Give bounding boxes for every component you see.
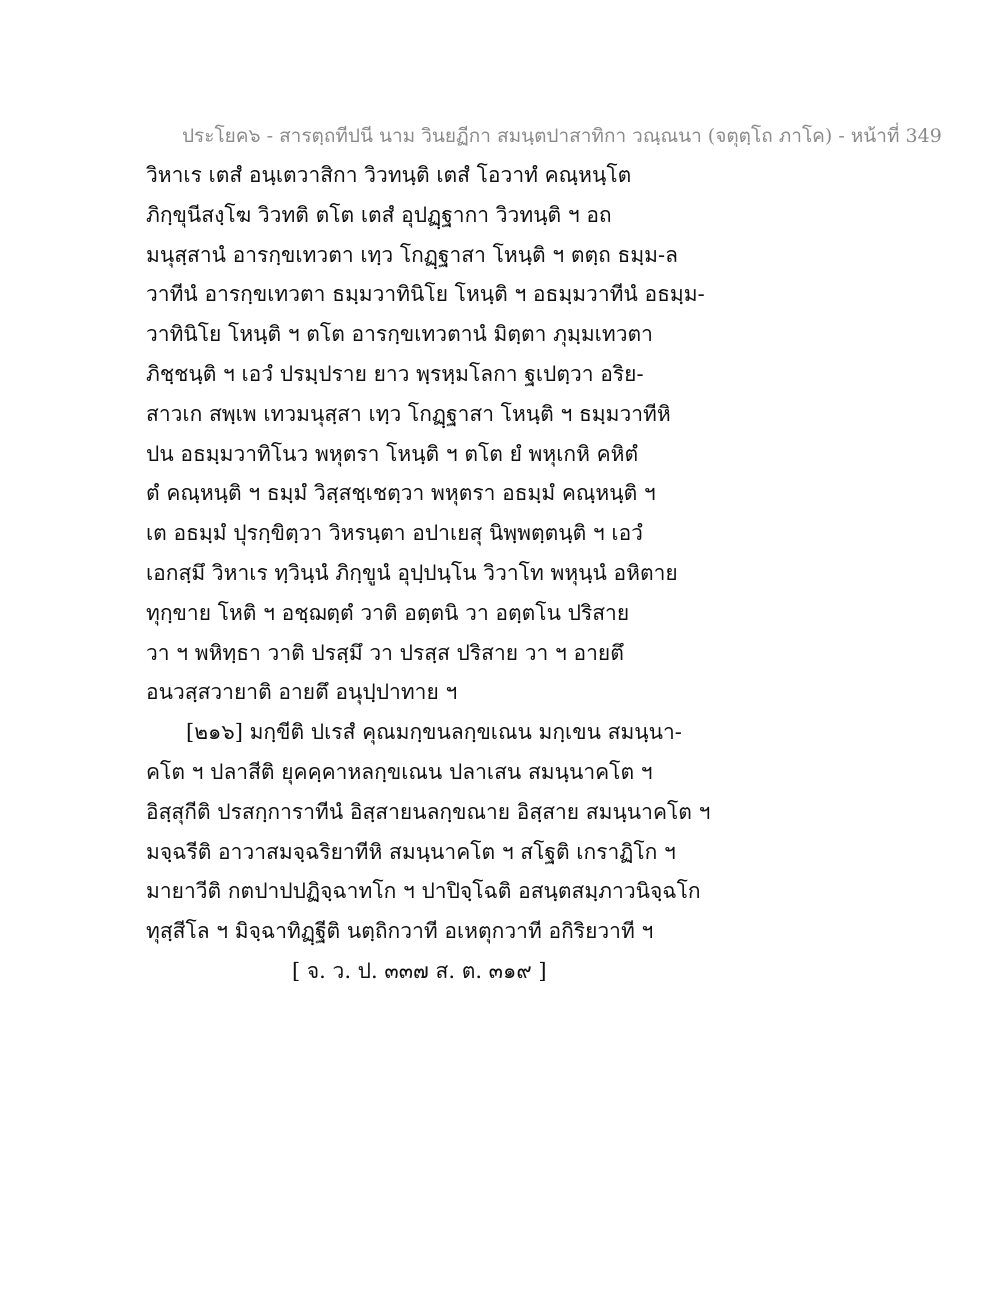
- text-line: ทุกฺขาย โหติ ฯ อชฺฌตฺตํ วาติ อตฺตนิ วา อตฺตโน ปริสาย: [146, 600, 630, 625]
- text-line: วาทินิโย โหนฺติ ฯ ตโต อารกฺขเทวตานํ มิตฺตา ภุมฺมเทวตา: [146, 322, 653, 347]
- text-line: มนุสฺสานํ อารกฺขเทวตา เทฺว โกฏฺฐาสา โหนฺติ ฯ ตตฺถ ธมฺม-ล: [146, 242, 678, 267]
- text-line: อิสฺสุกีติ ปรสกฺการาทีนํ อิสฺสายนลกฺขณาย อิสฺสาย สมนฺนาคโต ฯ: [146, 799, 711, 824]
- text-line: เอกสฺมึ วิหาเร ทฺวินฺนํ ภิกฺขูนํ อุปฺปนฺโน วิวาโท พหุนฺนํ อหิตาย: [146, 560, 678, 585]
- text-line: ภิชฺชนฺติ ฯ เอวํ ปรมฺปราย ยาว พฺรหฺมโลกา ฐเปตฺวา อริย-: [146, 361, 644, 386]
- text-line: ตํ คณฺหนฺติ ฯ ธมฺมํ วิสฺสชฺเชตฺวา พหุตรา อธมฺมํ คณฺหนฺติ ฯ: [146, 481, 656, 506]
- text-line: วา ฯ พหิทฺธา วาติ ปรสฺมึ วา ปรสฺส ปริสาย วา ฯ อายตึ: [146, 640, 624, 665]
- paragraph-start-line: [๒๑๖] มกฺขีติ ปเรสํ คุณมกฺขนลกฺขเณน มกฺเขน สมนฺนา-: [186, 720, 682, 745]
- text-line: ทุสฺสีโล ฯ มิจฺฉาทิฏฺฐีติ นตฺถิกวาที อเหตุกวาที อกิริยวาที ฯ: [146, 919, 654, 944]
- text-line: วิหาเร เตสํ อนฺเตวาสิกา วิวทนฺติ เตสํ โอวาทํ คณฺหนฺโต: [146, 163, 632, 187]
- text-line: ภิกฺขุนีสงฺโฆ วิวทติ ตโต เตสํ อุปฏฺฐากา วิวทนฺติ ฯ อถ: [146, 202, 612, 227]
- text-line: ปน อธมฺมวาทิโนว พหุตรา โหนฺติ ฯ ตโต ยํ พหุเกหิ คหิตํ: [146, 441, 639, 466]
- text-line: มจฺฉรีติ อาวาสมจฺฉริยาทีหิ สมนฺนาคโต ฯ สโฐติ เกราฏิโก ฯ: [146, 839, 676, 864]
- page-body: [146, 156, 711, 992]
- cross-reference: [ จ. ว. ป. ๓๓๗ ส. ต. ๓๑๙ ]: [292, 958, 547, 983]
- text-line: วาทีนํ อารกฺขเทวตา ธมฺมวาทินิโย โหนฺติ ฯ อธมฺมวาทีนํ อธมฺม-: [146, 282, 705, 307]
- text-line: สาวเก สพฺเพ เทวมนุสฺสา เทฺว โกฏฺฐาสา โหนฺติ ฯ ธมฺมวาทีหิ: [146, 401, 671, 426]
- text-line: อนวสฺสวายาติ อายตึ อนุปฺปาทาย ฯ: [146, 680, 458, 705]
- text-line: มายาวีติ กตปาปปฏิจฺฉาทโก ฯ ปาปิจฺโฉติ อสนฺตสมฺภาวนิจฺฉโก: [146, 879, 701, 904]
- page-header: ประโยค๖ - สารตฺถทีปนี นาม วินยฏีกา สมนฺตปาสาทิกา วณฺณนา (จตุตฺโถ ภาโค) - หน้าที่ 349: [182, 125, 942, 147]
- text-line: คโต ฯ ปลาสีติ ยุคคฺคาหลกฺขเณน ปลาเสน สมนฺนาคโต ฯ: [146, 759, 653, 784]
- text-line: เต อธมฺมํ ปุรกฺขิตฺวา วิหรนฺตา อปาเยสุ นิพฺพตฺตนฺติ ฯ เอวํ: [146, 521, 643, 546]
